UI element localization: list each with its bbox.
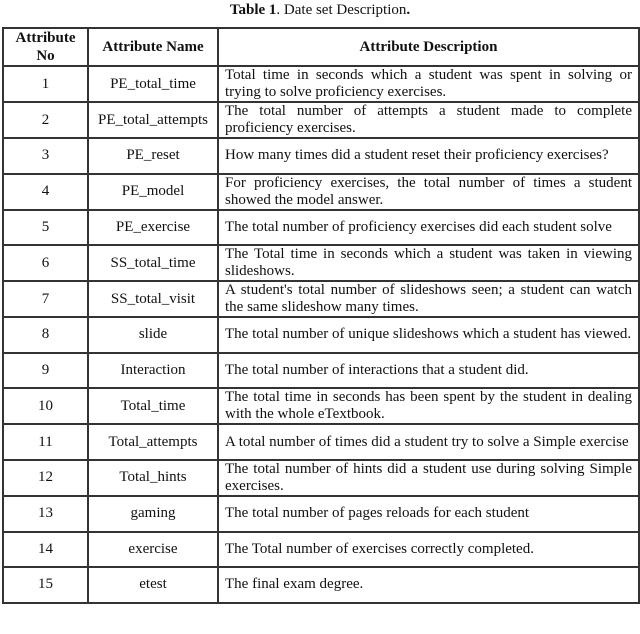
table-row	[3, 496, 639, 532]
table-row	[3, 102, 639, 138]
attribute-description: Total time in seconds which a student was spent in solving or trying to solve proficiency exercises.	[218, 66, 639, 102]
attribute-no: 6	[3, 245, 88, 281]
table-row	[3, 388, 639, 424]
attribute-description: For proficiency exercises, the total number of times a student showed the model answer.	[218, 174, 639, 210]
attribute-no: 10	[3, 388, 88, 424]
table-row	[3, 353, 639, 389]
attribute-description: The Total number of exercises correctly completed.	[218, 532, 639, 568]
attribute-name: PE_model	[88, 174, 218, 210]
attribute-name: PE_reset	[88, 138, 218, 174]
attribute-no: 2	[3, 102, 88, 138]
header-attribute-name: Attribute Name	[88, 28, 218, 66]
header-row	[3, 28, 639, 66]
table-row	[3, 424, 639, 460]
table-row	[3, 210, 639, 246]
attribute-name: PE_exercise	[88, 210, 218, 246]
dataset-description-table	[2, 27, 640, 604]
attribute-no: 8	[3, 317, 88, 353]
table-row	[3, 66, 639, 102]
table-row	[3, 281, 639, 317]
attribute-description: The final exam degree.	[218, 567, 639, 603]
attribute-description: The total number of interactions that a student did.	[218, 353, 639, 389]
table-row	[3, 138, 639, 174]
attribute-description: The total number of hints did a student use during solving Simple exercises.	[218, 460, 639, 496]
attribute-no: 15	[3, 567, 88, 603]
attribute-no: 14	[3, 532, 88, 568]
attribute-no: 5	[3, 210, 88, 246]
table-row	[3, 567, 639, 603]
table-caption	[0, 2, 640, 19]
attribute-name: slide	[88, 317, 218, 353]
table-row	[3, 317, 639, 353]
caption-end: .	[406, 2, 411, 18]
attribute-name: SS_total_visit	[88, 281, 218, 317]
attribute-description: The total time in seconds has been spent by the student in dealing with the whole eTextbook.	[218, 388, 639, 424]
attribute-description: The total number of pages reloads for each student	[218, 496, 639, 532]
header-attribute-no: Attribute No	[3, 28, 88, 66]
attribute-name: Interaction	[88, 353, 218, 389]
table-row	[3, 245, 639, 281]
attribute-name: PE_total_attempts	[88, 102, 218, 138]
table-row	[3, 460, 639, 496]
attribute-no: 12	[3, 460, 88, 496]
attribute-name: Total_hints	[88, 460, 218, 496]
attribute-description: The total number of unique slideshows which a student has viewed.	[218, 317, 639, 353]
attribute-name: etest	[88, 567, 218, 603]
attribute-no: 4	[3, 174, 88, 210]
attribute-name: gaming	[88, 496, 218, 532]
attribute-description: How many times did a student reset their proficiency exercises?	[218, 138, 639, 174]
attribute-description: The Total time in seconds which a student was taken in viewing slideshows.	[218, 245, 639, 281]
attribute-no: 1	[3, 66, 88, 102]
attribute-no: 13	[3, 496, 88, 532]
attribute-description: The total number of attempts a student made to complete proficiency exercises.	[218, 102, 639, 138]
caption-label: Table 1	[229, 2, 277, 18]
attribute-description: The total number of proficiency exercises did each student solve	[218, 210, 639, 246]
attribute-name: SS_total_time	[88, 245, 218, 281]
attribute-description: A total number of times did a student try to solve a Simple exercise	[218, 424, 639, 460]
caption-text: . Date set Description	[276, 2, 407, 18]
attribute-name: exercise	[88, 532, 218, 568]
header-attribute-description: Attribute Description	[218, 28, 639, 66]
attribute-name: PE_total_time	[88, 66, 218, 102]
table-row	[3, 532, 639, 568]
table-row	[3, 174, 639, 210]
attribute-description: A student's total number of slideshows seen; a student can watch the same slideshow many times.	[218, 281, 639, 317]
attribute-no: 9	[3, 353, 88, 389]
attribute-no: 3	[3, 138, 88, 174]
attribute-no: 11	[3, 424, 88, 460]
attribute-no: 7	[3, 281, 88, 317]
attribute-name: Total_time	[88, 388, 218, 424]
attribute-name: Total_attempts	[88, 424, 218, 460]
